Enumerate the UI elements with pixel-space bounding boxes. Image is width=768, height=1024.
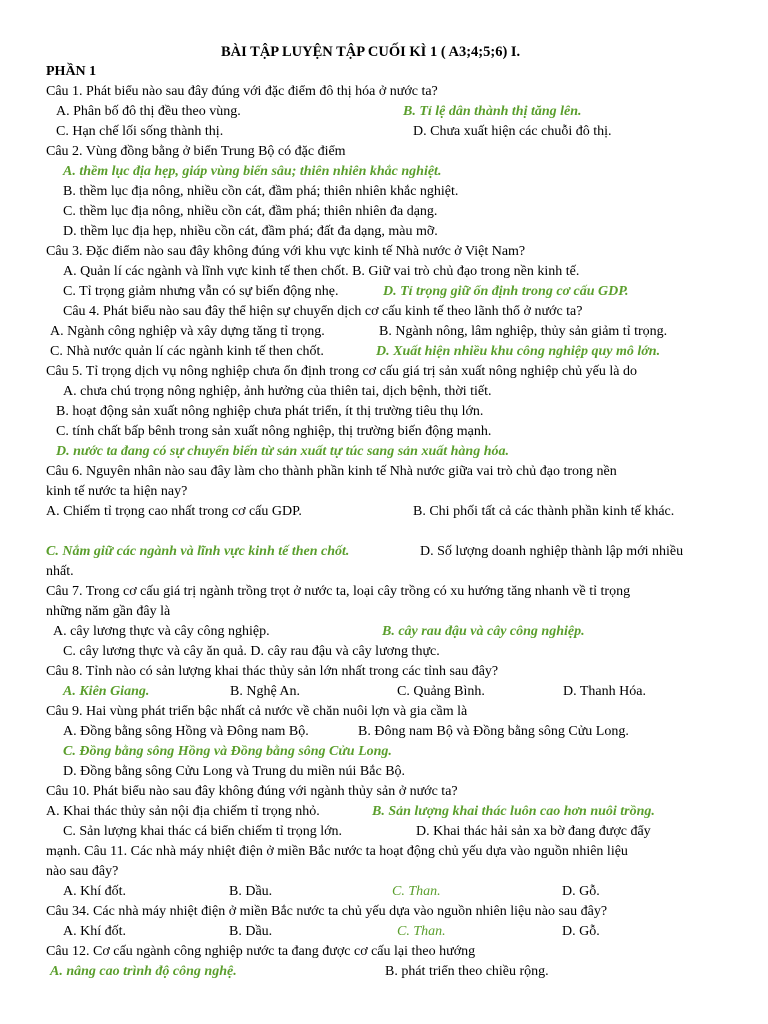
- question-text: Câu 34. Các nhà máy nhiệt điện ở miền Bắc nước ta chủ yếu dựa vào nguồn nhiên liệu nào sau đây?: [46, 904, 608, 919]
- option-c: C. Sản lượng khai thác cá biển chiếm tỉ trọng lớn.: [63, 824, 343, 839]
- question-text: Câu 12. Cơ cấu ngành công nghiệp nước ta đang được cơ cấu lại theo hướng: [46, 944, 476, 959]
- option-d: D. Đồng bằng sông Cửu Long và Trung du miền núi Bắc Bộ.: [63, 764, 406, 779]
- option-c: C. thềm lục địa nông, nhiều cồn cát, đầm phá; thiên nhiên đa dạng.: [63, 204, 438, 219]
- question-text: Câu 1. Phát biểu nào sau đây đúng với đặc điểm đô thị hóa ở nước ta?: [46, 84, 438, 99]
- part-text: PHẦN 1: [46, 64, 97, 79]
- option-a-correct: A. thềm lục địa hẹp, giáp vùng biển sâu; thiên nhiên khắc nghiệt.: [63, 164, 442, 179]
- option-c: C. Tỉ trọng giảm nhưng vẫn có sự biến động nhẹ.: [63, 284, 339, 299]
- option-b: B. hoạt động sản xuất nông nghiệp chưa phát triển, ít thị trường tiêu thụ lớn.: [56, 404, 484, 419]
- option-c: C. Nhà nước quản lí các ngành kinh tế then chốt.: [50, 344, 324, 359]
- option-a: A. Phân bố đô thị đều theo vùng.: [56, 104, 241, 119]
- question-text: Câu 7. Trong cơ cấu giá trị ngành trồng trọt ở nước ta, loại cây trồng có xu hướng tăng nhanh về tỉ trọng: [46, 584, 631, 599]
- option-b: B. Đông nam Bộ và Đồng bằng sông Cửu Long.: [358, 724, 629, 739]
- option-c: C. tính chất bấp bênh trong sản xuất nông nghiệp, thị trường biến động mạnh.: [56, 424, 492, 439]
- question-text: Câu 3. Đặc điểm nào sau đây không đúng với khu vực kinh tế Nhà nước ở Việt Nam?: [46, 244, 526, 259]
- option-b: B. thềm lục địa nông, nhiều cồn cát, đầm phá; thiên nhiên khắc nghiệt.: [63, 184, 459, 199]
- option-c-correct: C. Than.: [397, 924, 446, 939]
- title-text: BÀI TẬP LUYỆN TẬP CUỐI KÌ 1 ( A3;4;5;6) I.: [221, 44, 521, 60]
- option-a: A. Chiếm tỉ trọng cao nhất trong cơ cấu GDP.: [46, 504, 302, 519]
- option-c: C. Quảng Bình.: [397, 684, 485, 699]
- question-text: Câu 4. Phát biểu nào sau đây thể hiện sự chuyển dịch cơ cấu kinh tế theo lãnh thổ ở nước ta?: [63, 304, 583, 319]
- option-a: A. chưa chú trọng nông nghiệp, ảnh hưởng của thiên tai, dịch bệnh, thời tiết.: [63, 384, 492, 399]
- option-d: D. Số lượng doanh nghiệp thành lập mới nhiều: [420, 544, 684, 559]
- option-b: B. Dầu.: [229, 924, 273, 939]
- question-text: kinh tế nước ta hiện nay?: [46, 484, 188, 499]
- option-b-correct: B. Sản lượng khai thác luôn cao hơn nuôi trồng.: [372, 804, 655, 819]
- question-text: Câu 10. Phát biểu nào sau đây không đúng với ngành thủy sản ở nước ta?: [46, 784, 458, 799]
- option-d: D. Thanh Hóa.: [563, 684, 646, 699]
- option-b: B. phát triển theo chiều rộng.: [385, 964, 549, 979]
- option-b-correct: B. Tỉ lệ dân thành thị tăng lên.: [403, 104, 582, 119]
- option-d: D. Khai thác hải sản xa bờ đang được đẩy: [416, 824, 651, 839]
- question-text: Câu 6. Nguyên nhân nào sau đây làm cho thành phần kinh tế Nhà nước giữa vai trò chủ đạo trong nền: [46, 464, 617, 479]
- option-a: A. cây lương thực và cây công nghiệp.: [53, 624, 270, 639]
- option-a: A. Đồng bằng sông Hồng và Đông nam Bộ.: [63, 724, 309, 739]
- option-a: A. Khí đốt.: [63, 884, 126, 899]
- option-d: D. thềm lục địa hẹp, nhiều cồn cát, đầm phá; đất đa dạng, màu mỡ.: [63, 224, 438, 239]
- question-text: Câu 8. Tỉnh nào có sản lượng khai thác thủy sản lớn nhất trong các tỉnh sau đây?: [46, 664, 499, 679]
- options-cd: C. cây lương thực và cây ăn quả. D. cây rau đậu và cây lương thực.: [63, 644, 440, 659]
- option-c: C. Hạn chế lối sống thành thị.: [56, 124, 224, 139]
- option-b: B. Dầu.: [229, 884, 273, 899]
- option-d-correct: D. Xuất hiện nhiều khu công nghiệp quy mô lớn.: [376, 344, 661, 359]
- question-text: Câu 5. Tỉ trọng dịch vụ nông nghiệp chưa ổn định trong cơ cấu giá trị sản xuất nông nghiệp chủ yếu là do: [46, 364, 637, 379]
- option-b: B. Nghệ An.: [230, 684, 300, 699]
- option-b-correct: B. cây rau đậu và cây công nghiệp.: [382, 624, 585, 639]
- option-c-correct: C. Nắm giữ các ngành và lĩnh vực kinh tế then chốt.: [46, 544, 350, 559]
- question-text: nào sau đây?: [46, 864, 119, 879]
- option-a-correct: A. Kiên Giang.: [63, 684, 150, 699]
- option-b: B. Chi phối tất cả các thành phần kinh tế khác.: [413, 504, 675, 519]
- option-c-correct: C. Than.: [392, 884, 441, 899]
- question-text: mạnh. Câu 11. Các nhà máy nhiệt điện ở miền Bắc nước ta hoạt động chủ yếu dựa vào nguồn nhiên liệu: [46, 844, 628, 859]
- options-ab: A. Quản lí các ngành và lĩnh vực kinh tế then chốt. B. Giữ vai trò chủ đạo trong nền kinh tế.: [63, 264, 580, 279]
- option-d-continued: nhất.: [46, 564, 74, 579]
- option-a: A. Khai thác thủy sản nội địa chiếm tỉ trọng nhỏ.: [46, 804, 320, 819]
- option-c-correct: C. Đồng bằng sông Hồng và Đồng bằng sông Cửu Long.: [63, 744, 392, 759]
- option-b: B. Ngành nông, lâm nghiệp, thủy sản giảm tỉ trọng.: [379, 324, 668, 339]
- option-a-correct: A. nâng cao trình độ công nghệ.: [50, 964, 237, 979]
- question-text: những năm gần đây là: [46, 604, 171, 619]
- option-d-correct: D. Tỉ trọng giữ ổn định trong cơ cấu GDP.: [383, 284, 629, 299]
- option-d: D. Gỗ.: [562, 884, 600, 899]
- option-a: A. Khí đốt.: [63, 924, 126, 939]
- option-d: D. Gỗ.: [562, 924, 600, 939]
- question-text: Câu 9. Hai vùng phát triển bậc nhất cả nước về chăn nuôi lợn và gia cầm là: [46, 704, 468, 719]
- option-a: A. Ngành công nghiệp và xây dựng tăng tỉ trọng.: [50, 324, 325, 339]
- question-text: Câu 2. Vùng đồng bằng ở biển Trung Bộ có đặc điểm: [46, 144, 346, 159]
- option-d: D. Chưa xuất hiện các chuỗi đô thị.: [413, 124, 612, 139]
- option-d-correct: D. nước ta đang có sự chuyển biến từ sản xuất tự túc sang sản xuất hàng hóa.: [56, 444, 509, 459]
